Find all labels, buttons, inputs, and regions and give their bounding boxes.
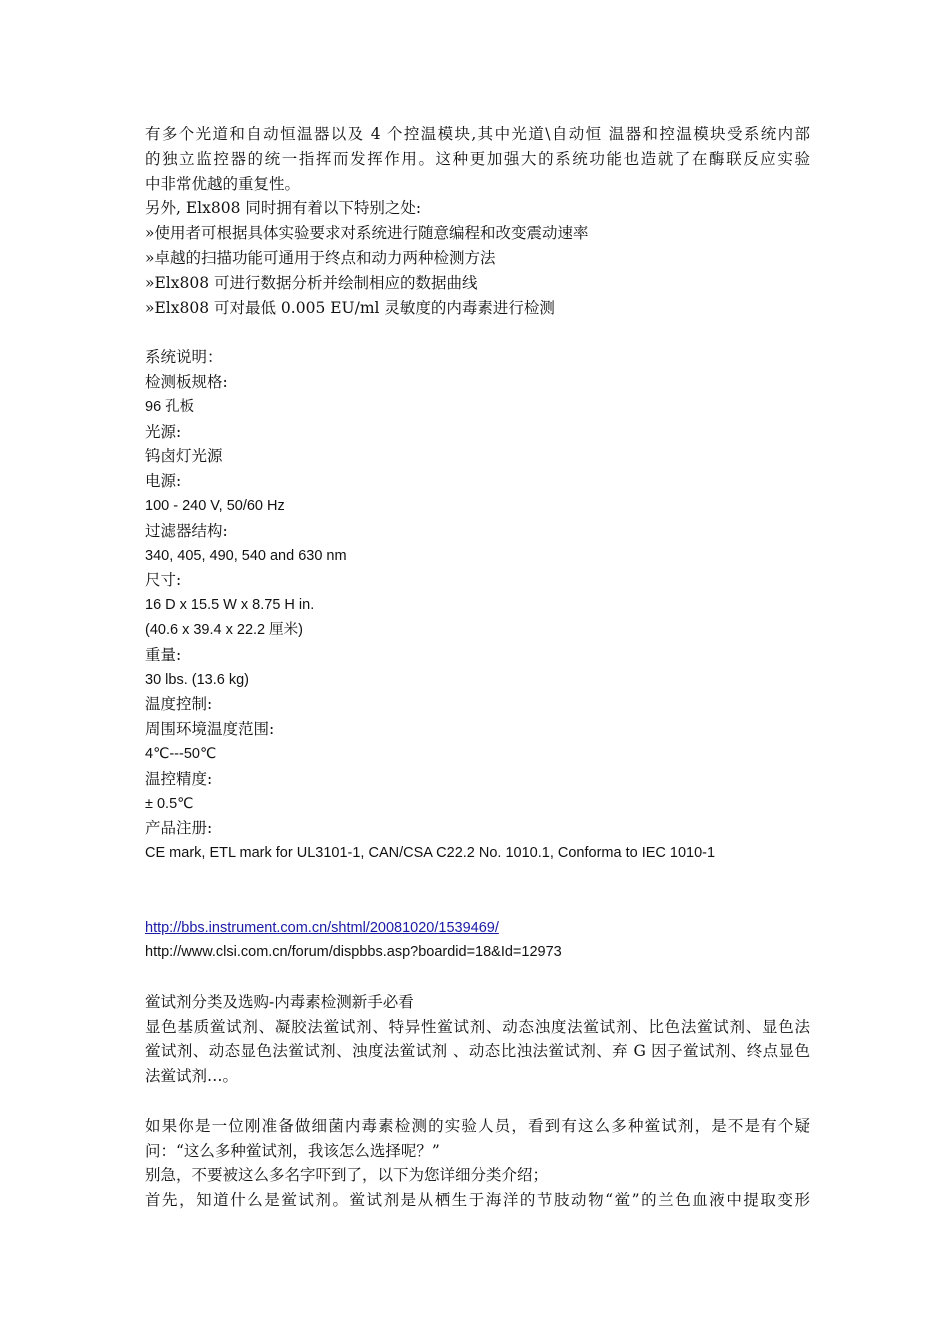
spec-value: 100 - 240 V, 50/60 Hz <box>145 497 285 514</box>
spec-label: 温度控制: <box>145 695 213 714</box>
document-page <box>145 122 810 1213</box>
spec-label: 过滤器结构: <box>145 521 228 540</box>
clsi-forum-url: http://www.clsi.com.cn/forum/dispbbs.asp?boardid=18&Id=12973 <box>145 944 562 961</box>
link-line <box>145 916 810 941</box>
specs-section <box>145 345 810 866</box>
spec-label: 温控精度: <box>145 769 213 788</box>
spec-label: 尺寸: <box>145 571 182 590</box>
article-line: 问：“这么多种鲎试剂，我该怎么选择呢？” <box>145 1141 440 1160</box>
article-line: 如果你是一位刚准备做细菌内毒素检测的实验人员，看到有这么多种鲎试剂，是不是有个疑 <box>145 1116 810 1135</box>
spec-label: 周围环境温度范围: <box>145 720 275 739</box>
spec-label: 重量: <box>145 645 182 664</box>
spacer <box>145 320 810 345</box>
instrument-forum-link[interactable]: http://bbs.instrument.com.cn/shtml/20081020/1539469/ <box>145 919 499 936</box>
spec-label: 检测板规格: <box>145 372 228 391</box>
article-title: 鲎试剂分类及选购-内毒素检测新手必看 <box>145 992 414 1011</box>
spec-label: 电源: <box>145 472 182 491</box>
spec-value: 340, 405, 490, 540 and 630 nm <box>145 547 347 564</box>
intro-line: 中非常优越的重复性。 <box>145 174 301 193</box>
links-section <box>145 916 810 966</box>
spec-label: 光源: <box>145 422 182 441</box>
article-section-2 <box>145 1114 810 1213</box>
article-line: 首先，知道什么是鲎试剂。鲎试剂是从栖生于海洋的节肢动物“鲎”的兰色血液中提取变形 <box>145 1191 810 1210</box>
intro-line: 的独立监控器的统一指挥而发挥作用。这种更加强大的系统功能也造就了在酶联反应实验 <box>145 149 810 168</box>
specs-heading: 系统说明： <box>145 348 223 367</box>
article-section-1 <box>145 990 810 1089</box>
spacer <box>145 866 810 916</box>
spec-value: (40.6 x 39.4 x 22.2 厘米) <box>145 621 303 638</box>
feature-item: »Elx808 可对最低 0.005 EU/ml 灵敏度的内毒素进行检测 <box>145 298 555 317</box>
spec-value: ± 0.5℃ <box>145 795 194 812</box>
feature-item: »使用者可根据具体实验要求对系统进行随意编程和改变震动速率 <box>145 224 589 243</box>
intro-line: 有多个光道和自动恒温器以及 4 个控温模块,其中光道\自动恒 温器和控温模块受系统内部 <box>145 125 810 143</box>
spec-value: 4℃---50℃ <box>145 745 217 762</box>
spec-value: 30 lbs. (13.6 kg) <box>145 671 249 688</box>
features-section <box>145 196 810 320</box>
article-line: 别急，不要被这么多名字吓到了，以下为您详细分类介绍； <box>145 1166 549 1185</box>
features-heading: 另外, Elx808 同时拥有着以下特别之处: <box>145 199 422 218</box>
article-line: 鲎试剂、动态显色法鲎试剂、浊度法鲎试剂 、动态比浊法鲎试剂、弃 G 因子鲎试剂、终点显色 <box>145 1042 810 1061</box>
spec-value: CE mark, ETL mark for UL3101-1, CAN/CSA C22.2 No. 1010.1, Conforma to IEC 1010-1 <box>145 845 716 862</box>
spec-value: 16 D x 15.5 W x 8.75 H in. <box>145 597 315 614</box>
spec-value: 96 孔板 <box>145 398 195 415</box>
spec-label: 产品注册: <box>145 819 213 838</box>
feature-item: »卓越的扫描功能可通用于终点和动力两种检测方法 <box>145 248 496 267</box>
spec-value: 钨卤灯光源 <box>145 447 223 466</box>
spacer <box>145 1089 810 1114</box>
feature-item: »Elx808 可进行数据分析并绘制相应的数据曲线 <box>145 273 478 292</box>
article-line: 显色基质鲎试剂、凝胶法鲎试剂、特异性鲎试剂、动态浊度法鲎试剂、比色法鲎试剂、显色法 <box>145 1017 810 1036</box>
spacer <box>145 965 810 990</box>
article-line: 法鲎试剂…。 <box>145 1067 239 1086</box>
intro-paragraph <box>145 122 810 196</box>
